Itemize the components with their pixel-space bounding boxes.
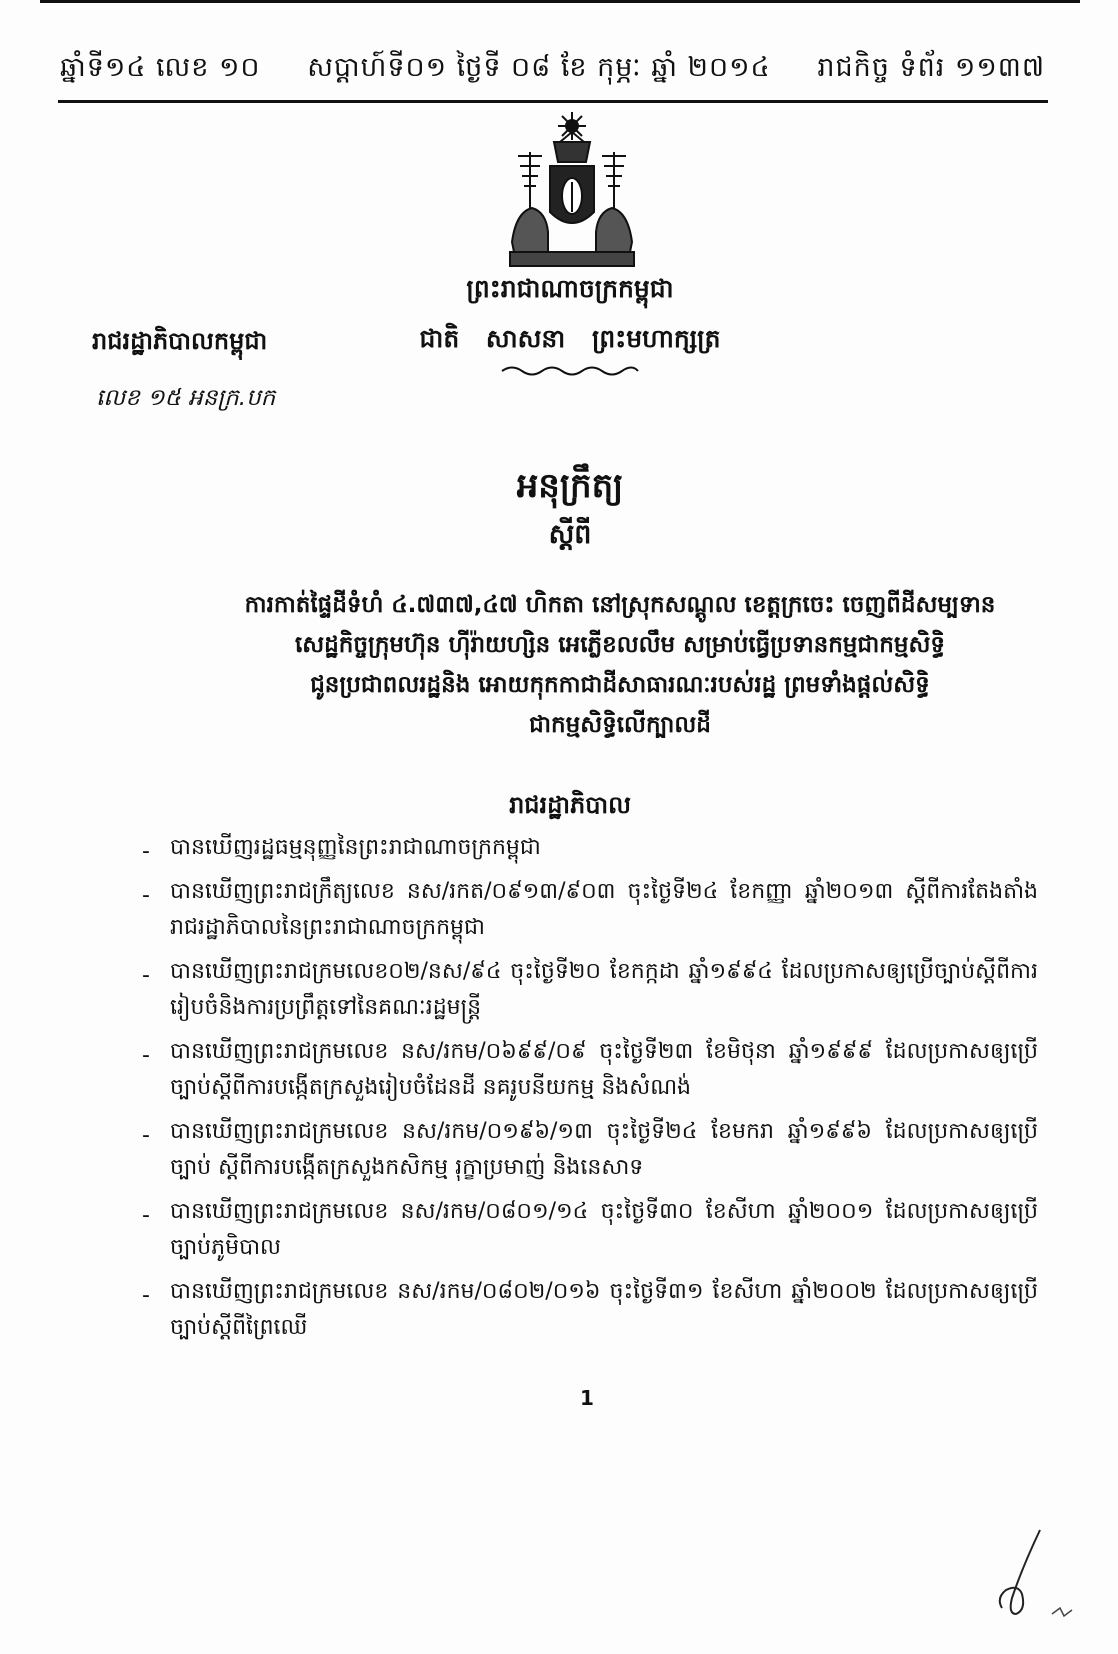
top-edge-rule [40, 0, 1080, 3]
gazette-page-ref: រាជកិច្ច ទំព័រ ១១៣៧ [817, 51, 1045, 83]
consideration-item: - បានឃើញព្រះរាជក្រមលេខ០២/នស/៩៤ ចុះថ្ងៃទី២០ ខែកក្កដា ឆ្នាំ១៩៩៤ ដែលប្រកាសឲ្យប្រើច្បាប់ស្តីពីការរៀបចំនិងការប្រព្រឹត្តទៅនៃគណៈរដ្ឋមន្ត្រី [138, 954, 1038, 1026]
header-divider [58, 100, 1048, 103]
issuing-authority: រាជរដ្ឋាភិបាលកម្ពុជា [92, 327, 268, 355]
page-number: 1 [580, 1386, 594, 1410]
consideration-item: - បានឃើញព្រះរាជក្រមលេខ នស/រកម/០៨០២/០១៦ ចុះថ្ងៃទី៣១ ខែសីហា ឆ្នាំ២០០២ ដែលប្រកាសឲ្យប្រើច្បាប់ស្តីពីព្រៃឈើ [138, 1274, 1038, 1346]
motto-flourish-divider [500, 364, 640, 378]
consideration-item: - បានឃើញព្រះរាជក្រមលេខ នស/រកម/០៦៩៩/០៩ ចុះថ្ងៃទី២៣ ខែមិថុនា ឆ្នាំ១៩៩៩ ដែលប្រកាសឲ្យប្រើច្បាប់ស្តីពីការបង្កើតក្រសួងរៀបចំដែនដី នគរូបនីយកម្ម និងសំណង់ [138, 1034, 1038, 1106]
gazette-date: សប្តាហ៍ទី០១ ថ្ងៃទី ០៨ ខែ កុម្ភៈ ឆ្នាំ ២០១៤ [307, 51, 771, 83]
considerations-list [138, 830, 1038, 1354]
gazette-year-issue: ឆ្នាំទី១៤ លេខ ១០ [60, 51, 261, 83]
gazette-header [60, 44, 1045, 96]
reference-number: លេខ ១៥ អនក្រ.បក [96, 385, 276, 411]
government-heading: រាជរដ្ឋាភិបាល [509, 791, 631, 819]
national-motto: ជាតិ សាសនា ព្រះមហាក្សត្រ [419, 324, 721, 353]
subject-line: ជូនប្រជាពលរដ្ឋនិង អោយកុកកាជាដីសាធារណៈរបស់រដ្ឋ ព្រមទាំងផ្តល់សិទ្ធិ [310, 672, 930, 698]
handwritten-initials-signature [982, 1528, 1082, 1628]
royal-coat-of-arms-icon [502, 112, 642, 272]
subject-block [220, 585, 1020, 745]
consideration-item: - បានឃើញព្រះរាជក្រមលេខ នស/រកម/០១៩៦/១៣ ចុះថ្ងៃទី២៤ ខែមករា ឆ្នាំ១៩៩៦ ដែលប្រកាសឲ្យប្រើច្បាប់ ស្តីពីការបង្កើតក្រសួងកសិកម្ម រុក្ខាប្រមាញ់ និងនេសាទ [138, 1114, 1038, 1186]
document-type-title: អនុក្រឹត្យ [516, 466, 624, 506]
subject-line: ការកាត់ផ្ទៃដីទំហំ ៤.៧៣៧,៤៧ ហិកតា នៅស្រុកសណ្តូល ខេត្តក្រចេះ ចេញពីដីសម្បទាន [244, 592, 996, 618]
subject-line: ជាកម្មសិទ្ធិលើក្បាលដី [529, 712, 711, 738]
concerning-label: ស្តីពី [548, 519, 592, 550]
kingdom-name: ព្រះរាជាណាចក្រកម្ពុជា [466, 274, 674, 303]
consideration-item: - បានឃើញព្រះរាជក្រមលេខ នស/រកម/០៨០១/១៤ ចុះថ្ងៃទី៣០ ខែសីហា ឆ្នាំ២០០១ ដែលប្រកាសឲ្យប្រើច្បាប់ភូមិបាល [138, 1194, 1038, 1266]
consideration-item: - បានឃើញព្រះរាជក្រឹត្យលេខ នស/រកត/០៩១៣/៩០៣ ចុះថ្ងៃទី២៤ ខែកញ្ញា ឆ្នាំ២០១៣ ស្តីពីការតែងតាំងរាជរដ្ឋាភិបាលនៃព្រះរាជាណាចក្រកម្ពុជា [138, 874, 1038, 946]
consideration-item: - បានឃើញរដ្ឋធម្មនុញ្ញនៃព្រះរាជាណាចក្រកម្ពុជា [138, 830, 1038, 866]
subject-line: សេដ្ឋកិច្ចក្រុមហ៊ុន ហ៊ីរ៉ាយហ្សិន អេភ្លើខលលឹម សម្រាប់ធ្វើប្រទានកម្មជាកម្មសិទ្ធិ [294, 632, 945, 658]
